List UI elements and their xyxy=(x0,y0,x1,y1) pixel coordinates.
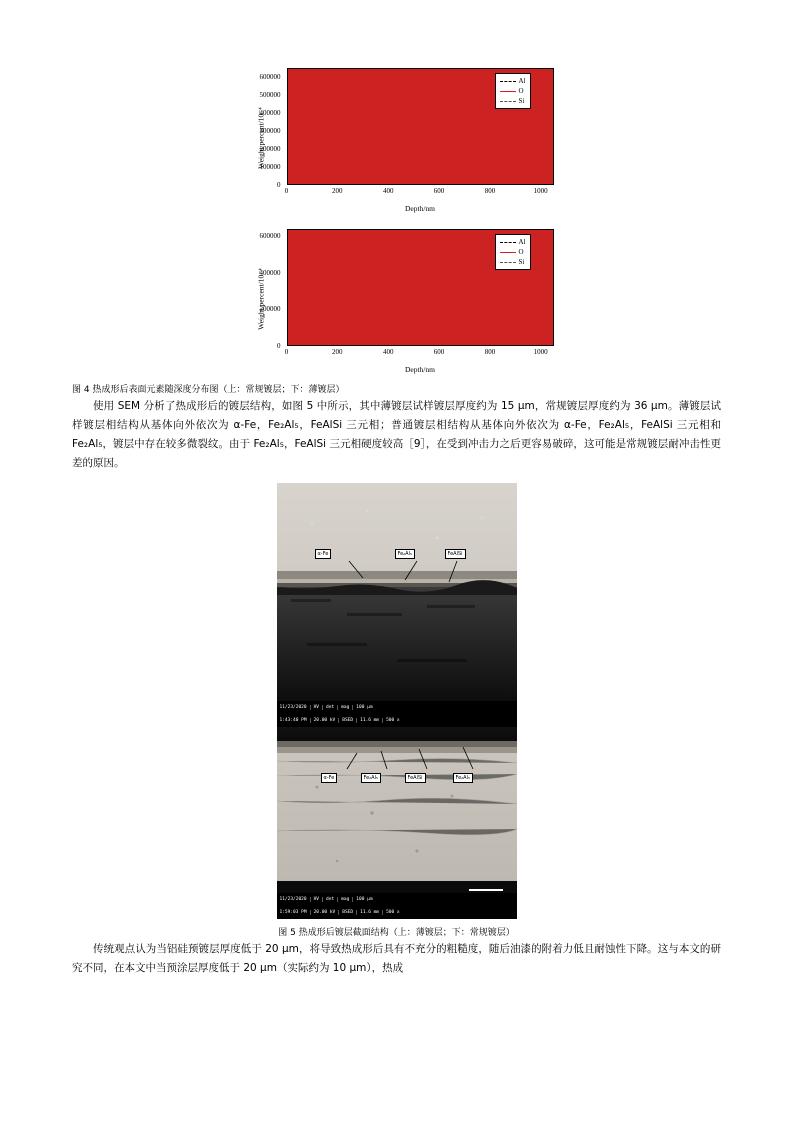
sem-label-fe2al5: Fe₂Al₅ xyxy=(395,549,416,559)
databar-det-label: det xyxy=(323,897,338,902)
chart-bottom-legend xyxy=(495,234,531,270)
x-tick: 600 xyxy=(433,187,445,195)
x-tick: 1000 xyxy=(533,187,548,195)
databar-hv-label: HV xyxy=(311,705,323,710)
legend-swatch-si xyxy=(500,101,516,102)
x-tick: 600 xyxy=(433,348,445,356)
databar-hv: 20.00 kV xyxy=(311,910,340,915)
y-tick: 400000 xyxy=(259,109,281,118)
legend-swatch-o xyxy=(500,91,516,92)
chart-top-xaxis xyxy=(284,187,554,199)
databar-mag-label: mag xyxy=(338,705,353,710)
x-tick: 400 xyxy=(382,348,394,356)
series-o xyxy=(288,305,553,341)
databar-wd: 11.6 mm xyxy=(357,910,383,915)
chart-top-plot-area xyxy=(287,68,554,185)
legend-item-al: Al xyxy=(500,237,526,247)
sem-label-fealsi: FeAlSi xyxy=(405,773,426,783)
y-tick: 0 xyxy=(277,181,281,189)
databar-hv-label: HV xyxy=(311,897,323,902)
legend-item-al: Al xyxy=(500,76,526,86)
databar-scale: 100 µm xyxy=(356,897,373,902)
legend-item-o: O xyxy=(500,86,526,96)
chart-bottom-plot-area xyxy=(287,229,554,346)
paragraph-2: 传统观点认为当铝硅预镀层厚度低于 20 μm，将导致热成形后具有不充分的粗糙度，随后油漆的附着力低且耐蚀性下降。这与本文的研究不同，在本文中当预涂层厚度低于 20 μm（实际约为 10 μm），热成 xyxy=(72,943,721,974)
sem-databar-bottom-values xyxy=(277,906,517,919)
chart-top xyxy=(232,60,562,215)
databar-det: BSED xyxy=(339,718,357,723)
databar-time: 1:43:40 PM xyxy=(277,718,311,723)
databar-mag: 500 x xyxy=(386,718,400,723)
y-tick: 300000 xyxy=(259,126,281,135)
databar-wd: 11.6 mm xyxy=(357,718,383,723)
page-content xyxy=(72,60,721,978)
x-tick: 0 xyxy=(284,187,289,195)
x-tick: 400 xyxy=(382,187,394,195)
chart-top-yaxis xyxy=(232,68,284,189)
sem-image-conventional-coating xyxy=(277,701,517,919)
sem-label-fe2al5-inner: Fe₂Al₅ xyxy=(361,773,382,783)
chart-bottom-xlabel: Depth/nm xyxy=(405,365,435,374)
sem-databar-top xyxy=(277,701,517,714)
databar-det: BSED xyxy=(339,910,357,915)
sem-label-fealsi: FeAlSi xyxy=(445,549,466,559)
databar-mag-label: mag xyxy=(338,897,353,902)
y-tick: 200000 xyxy=(259,144,281,153)
legend-item-si: Si xyxy=(500,257,526,267)
x-tick: 800 xyxy=(484,348,496,356)
chart-bottom-xaxis xyxy=(284,348,554,360)
figure-5 xyxy=(277,483,517,919)
databar-mag: 500 x xyxy=(386,910,400,915)
legend-item-si: Si xyxy=(500,96,526,106)
sem-label-alpha-fe: α-Fe xyxy=(321,773,338,783)
chart-top-xlabel: Depth/nm xyxy=(405,204,435,213)
legend-swatch-al xyxy=(500,81,516,82)
legend-swatch-si xyxy=(500,262,516,263)
x-tick: 1000 xyxy=(533,348,548,356)
sem-image-thin-coating xyxy=(277,483,517,701)
chart-top-ylabel: Weight percent/10⁻⁴ xyxy=(255,106,265,169)
series-o xyxy=(288,129,553,179)
x-tick: 200 xyxy=(331,187,343,195)
sem-conventional-graphic xyxy=(277,701,517,919)
x-tick: 0 xyxy=(284,348,289,356)
figure-4 xyxy=(232,60,562,376)
databar-time: 1:59:03 PM xyxy=(277,910,311,915)
sem-databar-bottom xyxy=(277,893,517,906)
y-tick: 0 xyxy=(277,342,281,350)
chart-top-legend xyxy=(495,73,531,109)
legend-swatch-o xyxy=(500,252,516,253)
databar-date: 11/23/2020 xyxy=(277,705,311,710)
databar-det-label: det xyxy=(323,705,338,710)
sem-label-fe2al5-outer: Fe₂Al₅ xyxy=(453,773,474,783)
y-tick: 500000 xyxy=(259,91,281,100)
chart-bottom xyxy=(232,221,562,376)
paragraph-1: 使用 SEM 分析了热成形后的镀层结构，如图 5 中所示，其中薄镀层试样镀层厚度约为 15 μm，常规镀层厚度约为 36 μm。薄镀层试样镀层相结构从基体向外依次为 α-Fe，Fe₂Al₅，FeAlSi 三元相；普通镀层相结构从基体向外依次为 α-Fe，Fe₂Al₅，FeAlSi 三元相和 Fe₂Al₅，镀层中存在较多微裂纹。由于 Fe₂Al₅，FeAlSi 三元相硬度较高［9］，在受到冲击力之后更容易破碎，这可能是常规镀层耐冲击性更差的原因。 xyxy=(72,400,721,469)
figure-4-caption: 图 4 热成形后表面元素随深度分布图（上：常规镀层；下：薄镀层） xyxy=(72,385,345,395)
sem-scale-bar xyxy=(469,889,503,891)
sem-thin-graphic xyxy=(277,483,517,701)
figure-5-caption: 图 5 热成形后镀层截面结构（上：薄镀层；下：常规镀层） xyxy=(278,928,515,938)
databar-hv: 20.00 kV xyxy=(311,718,340,723)
y-tick: 600000 xyxy=(259,73,281,81)
databar-date: 11/23/2020 xyxy=(277,897,311,902)
sem-databar-top-values xyxy=(277,714,517,727)
x-tick: 800 xyxy=(484,187,496,195)
y-tick: 200000 xyxy=(259,305,281,314)
sem-label-alpha-fe: α-Fe xyxy=(315,549,332,559)
chart-bottom-yaxis xyxy=(232,229,284,350)
y-tick: 600000 xyxy=(259,232,281,241)
y-tick: 400000 xyxy=(259,268,281,277)
chart-bottom-ylabel: Weight percent/10⁻⁴ xyxy=(255,267,265,330)
legend-item-o: O xyxy=(500,247,526,257)
y-tick: 100000 xyxy=(259,162,281,171)
legend-swatch-al xyxy=(500,242,516,243)
x-tick: 200 xyxy=(331,348,343,356)
databar-scale: 100 µm xyxy=(356,705,373,710)
